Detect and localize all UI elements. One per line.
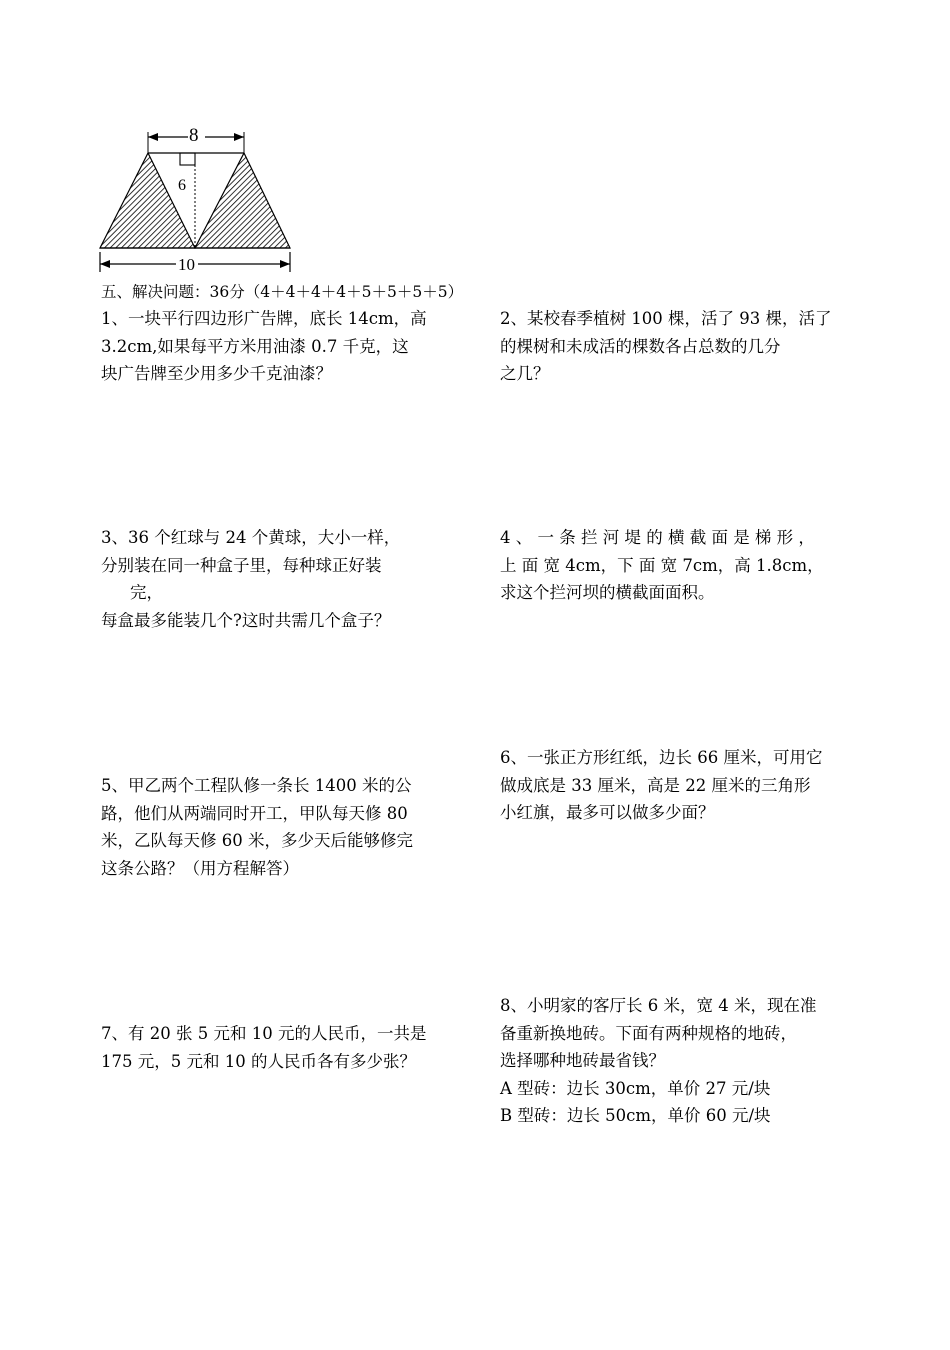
question-line: 3.2cm,如果每平方米用油漆 0.7 千克，这 — [101, 336, 409, 356]
question-line: 这条公路？（用方程解答） — [101, 858, 299, 878]
question-line: 8、小明家的客厅长 6 米，宽 4 米，现在准 — [500, 996, 817, 1015]
question-8 — [500, 992, 838, 1130]
question-line: 7、有 20 张 5 元和 10 元的人民币，一共是 — [101, 1024, 427, 1043]
question-line: 米，乙队每天修 60 米，多少天后能够修完 — [101, 831, 413, 850]
question-3 — [101, 524, 439, 634]
question-line: 求这个拦河坝的横截面面积。 — [500, 583, 715, 602]
question-line: 每盒最多能装几个?这时共需几个盒子？ — [101, 610, 391, 630]
section-title: 五、解决问题：36分（4＋4＋4＋4＋5＋5＋5＋5） — [101, 283, 464, 301]
question-line: 备重新换地砖。下面有两种规格的地砖， — [500, 1023, 797, 1043]
bottom-width-label: 10 — [178, 255, 195, 274]
question-5 — [101, 772, 439, 882]
question-line: 6、一张正方形红纸，边长 66 厘米，可用它 — [500, 748, 823, 767]
question-line: 块广告牌至少用多少千克油漆？ — [101, 364, 332, 383]
left-shaded-triangle — [100, 153, 195, 248]
question-7 — [101, 1020, 439, 1075]
figure-drawing — [92, 124, 302, 276]
question-1 — [101, 305, 439, 388]
question-line: 的棵树和未成活的棵数各占总数的几分 — [500, 336, 781, 356]
geometry-figure — [92, 124, 302, 276]
question-line: 完， — [130, 583, 163, 602]
right-angle-mark — [180, 153, 195, 165]
top-width-label: 8 — [189, 125, 199, 146]
question-line: 1、一块平行四边形广告牌，底长 14cm，高 — [101, 309, 427, 328]
question-line: 5、甲乙两个工程队修一条长 1400 米的公 — [101, 776, 412, 795]
question-line: 路，他们从两端同时开工，甲队每天修 80 — [101, 803, 408, 823]
question-line: 之几？ — [500, 364, 550, 383]
question-line: 上 面 宽 4cm，下 面 宽 7cm，高 1.8cm， — [500, 555, 824, 575]
question-6 — [500, 744, 838, 827]
question-line: 分别装在同一种盒子里，每种球正好装 — [101, 555, 382, 575]
question-2 — [500, 305, 838, 388]
question-4 — [500, 524, 838, 607]
question-line: 选择哪种地砖最省钱？ — [500, 1051, 665, 1070]
question-line: B 型砖：边长 50cm，单价 60 元/块 — [500, 1106, 771, 1125]
question-line: 小红旗，最多可以做多少面？ — [500, 803, 715, 822]
question-line: 3、36 个红球与 24 个黄球，大小一样， — [101, 528, 401, 547]
question-line: A 型砖：边长 30cm，单价 27 元/块 — [500, 1078, 771, 1098]
question-line: 做成底是 33 厘米，高是 22 厘米的三角形 — [500, 775, 811, 795]
question-line: 175 元，5 元和 10 的人民币各有多少张？ — [101, 1051, 416, 1071]
question-line: 4 、 一 条 拦 河 堤 的 横 截 面 是 梯 形 ， — [500, 528, 815, 547]
question-line: 2、某校春季植树 100 棵，活了 93 棵，活了 — [500, 309, 832, 328]
height-label: 6 — [178, 177, 186, 194]
right-shaded-triangle — [195, 153, 290, 248]
